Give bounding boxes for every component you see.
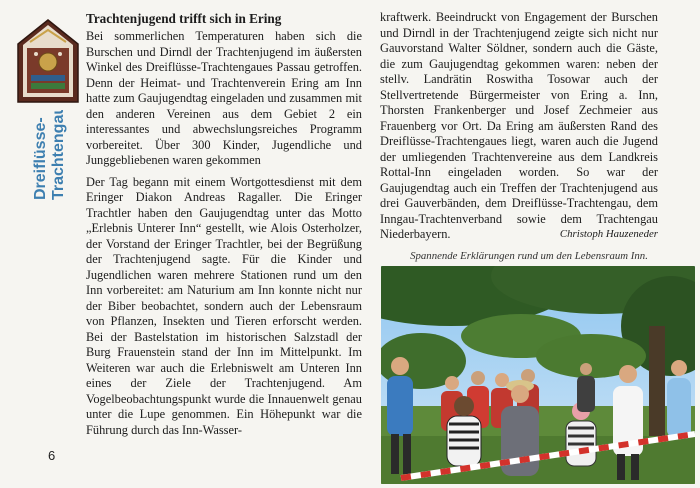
event-photo bbox=[381, 266, 695, 484]
article-column-2 bbox=[380, 10, 658, 243]
page-number: 6 bbox=[48, 448, 56, 463]
section-title-vertical bbox=[26, 110, 70, 202]
article-headline: Trachtenjugend trifft sich in Ering bbox=[86, 11, 282, 26]
article-continuation-text: kraftwerk. Beeindruckt von Engagement der Burschen und Dirndl in der Trachtenjugend zeigte sich nicht nur Gauvorstand Walter Söldner, sondern auch die Gäste, die zum Gaujugendtag gekommen waren: neben der stellv. Landrätin Roswitha Tosowar auch der Stellvertretende Bürgermeister von Ering a. Inn, Thorsten Frankenberger und Josef Zechmeier aus Frauenberg vor Ort. Da Ering am äußersten Rand des Dreiflüsse-Trachtengaues liegt, waren auch die Jugend der umliegenden Trachtenvereine aus dem Landkreis Rottal-Inn eingeladen worden. So war der Gaujugendtag auch ein Treffen der Trachtenjugend aus drei Gauverbänden, dem Dreiflüsse-Trachtengau, dem Inngau-Trachtenverband sowie dem Trachtengau Niederbayern. bbox=[380, 10, 658, 241]
trachtengau-emblem bbox=[16, 18, 80, 104]
author-byline: Christoph Hauzeneder bbox=[559, 228, 658, 240]
article-column-1 bbox=[86, 10, 362, 438]
photo-caption: Spannende Erklärungen rund um den Lebensraum Inn. bbox=[410, 250, 648, 262]
article-paragraph: Bei sommerlichen Temperaturen haben sich die Burschen und Dirndl der Trachtenjugend im äußersten Winkel des Dreiflüsse-Trachtengaues Passau getroffen. Denn der Heimat- und Trachtenverein Ering am Inn hatte zum Gaujugendtag eingeladen und zusammen mit den anderen Vereinen aus dem Gebiet 2 ein interessantes und abwechslungsreiches Programm vorbereitet. Über 300 Kinder, Jugendliche und Junggebliebenen waren gekommen bbox=[86, 29, 362, 167]
article-paragraph-continued bbox=[380, 10, 658, 243]
article-paragraph: Der Tag begann mit einem Wortgottesdienst mit dem Eringer Diakon Andreas Ragaller. Die Eringer Trachtler haben den Gaujugendtag unter das Motto „Erlebnis Unterer Inn“ gestellt, wie Alois Osterholzer, der Vorstand der Eringer Trachtler, bei der Begrüßung der Trachtenjugend sagte. Für die Kinder und Jugendlichen waren mehrere Stationen rund um den Inn vorbereitet: am Naturium am Inn konnte nicht nur der Biber beobachtet, sondern auch der Lebensraum von Pflanzen, Insekten und Tieren erforscht werden. Bei der Bastelstation im historischen Salzstadl der Burg Frauenstein stand der Inn im Mittelpunkt. Im Weiteren war auch die Erlebniswelt am Unteren Inn eines der Ziele der Trachtenjugend. Am Vogelbeobachtungspunkt wurde die Innauenwelt genau unter die Lupe genommen. Ein Höhepunkt war die Führung durch das Inn-Wasser- bbox=[86, 174, 362, 437]
section-title-line-2: Trachtengau bbox=[50, 110, 67, 200]
section-title-line-1: Dreiflüsse- bbox=[32, 117, 49, 200]
